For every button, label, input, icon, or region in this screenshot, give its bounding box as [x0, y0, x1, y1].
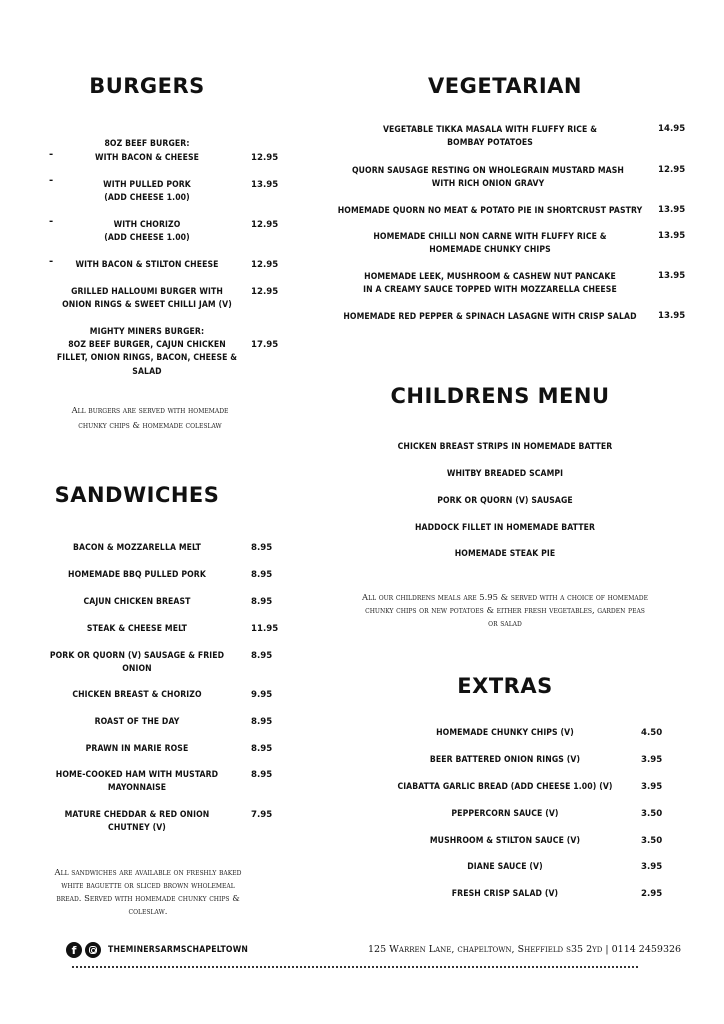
menu-item-price: 12.95 [658, 165, 686, 175]
childrens-heading: CHILDRENS MENU [390, 384, 610, 408]
menu-item-sub: HOMEMADE CHUNKY CHIPS [429, 245, 551, 255]
footer-divider [72, 966, 638, 968]
menu-item-price: 8.95 [251, 717, 273, 727]
menu-item-name: HOMEMADE CHILLI NON CARNE WITH FLUFFY RICE & [373, 232, 607, 242]
menu-item-sub: SALAD [132, 367, 162, 377]
childrens-note: All our childrens meals are 5.95 & served with a choice of homemade [362, 592, 648, 602]
extras-heading: EXTRAS [457, 674, 553, 698]
menu-item-price: 8.95 [251, 744, 273, 754]
menu-item-name: PRAWN IN MARIE ROSE [85, 744, 189, 754]
childrens-note: or salad [488, 618, 522, 628]
childrens-item: HOMEMADE STEAK PIE [454, 549, 556, 559]
menu-item-price: 12.95 [251, 153, 279, 163]
menu-item-sub: ONION RINGS & SWEET CHILLI JAM (V) [62, 300, 232, 310]
menu-item-name: VEGETABLE TIKKA MASALA WITH FLUFFY RICE & [382, 125, 598, 135]
dash-marker: - [49, 256, 54, 267]
menu-item-price: 8.95 [251, 570, 273, 580]
menu-item-name: HOMEMADE BBQ PULLED PORK [68, 570, 206, 580]
menu-item-price: 7.95 [251, 810, 273, 820]
menu-item-price: 8.95 [251, 543, 273, 553]
childrens-item: WHITBY BREADED SCAMPI [446, 469, 564, 479]
menu-item-name: WITH BACON & CHEESE [94, 153, 199, 163]
menu-item-price: 9.95 [251, 690, 273, 700]
burgers-note: chunky chips & homemade coleslaw [78, 420, 222, 430]
menu-item-price: 13.95 [658, 311, 686, 321]
menu-item-name: BEER BATTERED ONION RINGS (V) [429, 755, 581, 765]
menu-item-name: MUSHROOM & STILTON SAUCE (V) [429, 836, 581, 846]
menu-item-price: 13.95 [658, 205, 686, 215]
menu-item-sub: ONION [122, 664, 152, 674]
menu-item-name: MIGHTY MINERS BURGER: [89, 327, 205, 337]
menu-item-name: DIANE SAUCE (V) [467, 862, 543, 872]
menu-item-sub: MAYONNAISE [107, 783, 167, 793]
menu-item-sub: 8OZ BEEF BURGER, CAJUN CHICKEN [68, 340, 226, 350]
menu-item-name: QUORN SAUSAGE RESTING ON WHOLEGRAIN MUSTARD MASH [352, 166, 624, 176]
instagram-icon[interactable] [85, 942, 101, 958]
sandwiches-note: All sandwiches are available on freshly baked [54, 867, 242, 877]
menu-item-sub: IN A CREAMY SAUCE TOPPED WITH MOZZARELLA CHEESE [363, 285, 617, 295]
menu-item-name: MATURE CHEDDAR & RED ONION [64, 810, 210, 820]
childrens-item: HADDOCK FILLET IN HOMEMADE BATTER [414, 523, 596, 533]
social-handle[interactable]: THEMINERSARMSCHAPELTOWN [108, 945, 249, 955]
burger-intro: 8OZ BEEF BURGER: [104, 139, 190, 149]
menu-item-price: 8.95 [251, 651, 273, 661]
menu-item-price: 17.95 [251, 340, 279, 350]
menu-item-price: 2.95 [641, 889, 663, 899]
menu-item-name: HOMEMADE QUORN NO MEAT & POTATO PIE IN SHORTCRUST PASTRY [337, 206, 643, 216]
childrens-item: CHICKEN BREAST STRIPS IN HOMEMADE BATTER [397, 442, 613, 452]
dash-marker: - [49, 216, 54, 227]
social-links [66, 941, 248, 959]
sandwiches-note: white baguette or sliced brown wholemeal [61, 880, 235, 890]
facebook-icon[interactable]: f [66, 942, 82, 958]
sandwiches-note: coleslaw. [128, 906, 168, 916]
menu-item-price: 12.95 [251, 260, 279, 270]
childrens-note: chunky chips or new potatoes & either fresh vegetables, garden peas [365, 605, 645, 615]
menu-item-name: CHICKEN BREAST & CHORIZO [72, 690, 202, 700]
menu-item-price: 3.95 [641, 862, 663, 872]
menu-item-name: ROAST OF THE DAY [94, 717, 180, 727]
dash-marker: - [49, 149, 54, 160]
menu-item-name: FRESH CRISP SALAD (V) [451, 889, 559, 899]
menu-item-name: CIABATTA GARLIC BREAD (ADD CHEESE 1.00) (V) [397, 782, 613, 792]
dash-marker: - [49, 175, 54, 186]
menu-item-name: BACON & MOZZARELLA MELT [73, 543, 201, 553]
menu-item-name: GRILLED HALLOUMI BURGER WITH [71, 287, 223, 297]
menu-item-sub: CHUTNEY (V) [108, 823, 166, 833]
menu-item-price: 13.95 [658, 231, 686, 241]
footer-address: 125 Warren Lane, chapeltown, Sheffield s35 2yd | 0114 2459326 [368, 944, 682, 955]
menu-item-name: HOMEMADE CHUNKY CHIPS (V) [436, 728, 574, 738]
menu-item-sub: BOMBAY POTATOES [447, 138, 533, 148]
sandwiches-note: bread. Served with homemade chunky chips & [56, 893, 240, 903]
menu-item-price: 14.95 [658, 124, 686, 134]
menu-item-name: HOMEMADE LEEK, MUSHROOM & CASHEW NUT PANCAKE [364, 272, 616, 282]
menu-item-name: HOME-COOKED HAM WITH MUSTARD [55, 770, 219, 780]
sandwiches-heading: SANDWICHES [54, 483, 220, 507]
menu-item-name: WITH CHORIZO [113, 220, 181, 230]
menu-item-price: 12.95 [251, 220, 279, 230]
menu-item-price: 11.95 [251, 624, 279, 634]
menu-item-sub: FILLET, ONION RINGS, BACON, CHEESE & [56, 353, 238, 363]
menu-item-price: 13.95 [658, 271, 686, 281]
menu-item-name: PORK OR QUORN (V) SAUSAGE & FRIED [49, 651, 225, 661]
menu-item-name: PEPPERCORN SAUCE (V) [451, 809, 559, 819]
menu-item-sub: (ADD CHEESE 1.00) [104, 193, 190, 203]
menu-item-price: 3.95 [641, 755, 663, 765]
burgers-heading: BURGERS [89, 74, 205, 98]
menu-item-sub: WITH RICH ONION GRAVY [431, 179, 545, 189]
menu-item-name: WITH BACON & STILTON CHEESE [75, 260, 219, 270]
menu-item-price: 3.50 [641, 836, 663, 846]
menu-item-price: 3.50 [641, 809, 663, 819]
menu-item-price: 13.95 [251, 180, 279, 190]
burgers-note: All burgers are served with homemade [71, 405, 229, 415]
menu-item-price: 8.95 [251, 597, 273, 607]
childrens-item: PORK OR QUORN (V) SAUSAGE [437, 496, 573, 506]
menu-item-price: 8.95 [251, 770, 273, 780]
menu-item-price: 3.95 [641, 782, 663, 792]
menu-item-name: STEAK & CHEESE MELT [86, 624, 188, 634]
menu-item-name: CAJUN CHICKEN BREAST [83, 597, 191, 607]
menu-item-price: 4.50 [641, 728, 663, 738]
menu-item-sub: (ADD CHEESE 1.00) [104, 233, 190, 243]
vegetarian-heading: VEGETARIAN [428, 74, 582, 98]
menu-item-name: WITH PULLED PORK [103, 180, 191, 190]
menu-item-name: HOMEMADE RED PEPPER & SPINACH LASAGNE WITH CRISP SALAD [343, 312, 637, 322]
menu-item-price: 12.95 [251, 287, 279, 297]
